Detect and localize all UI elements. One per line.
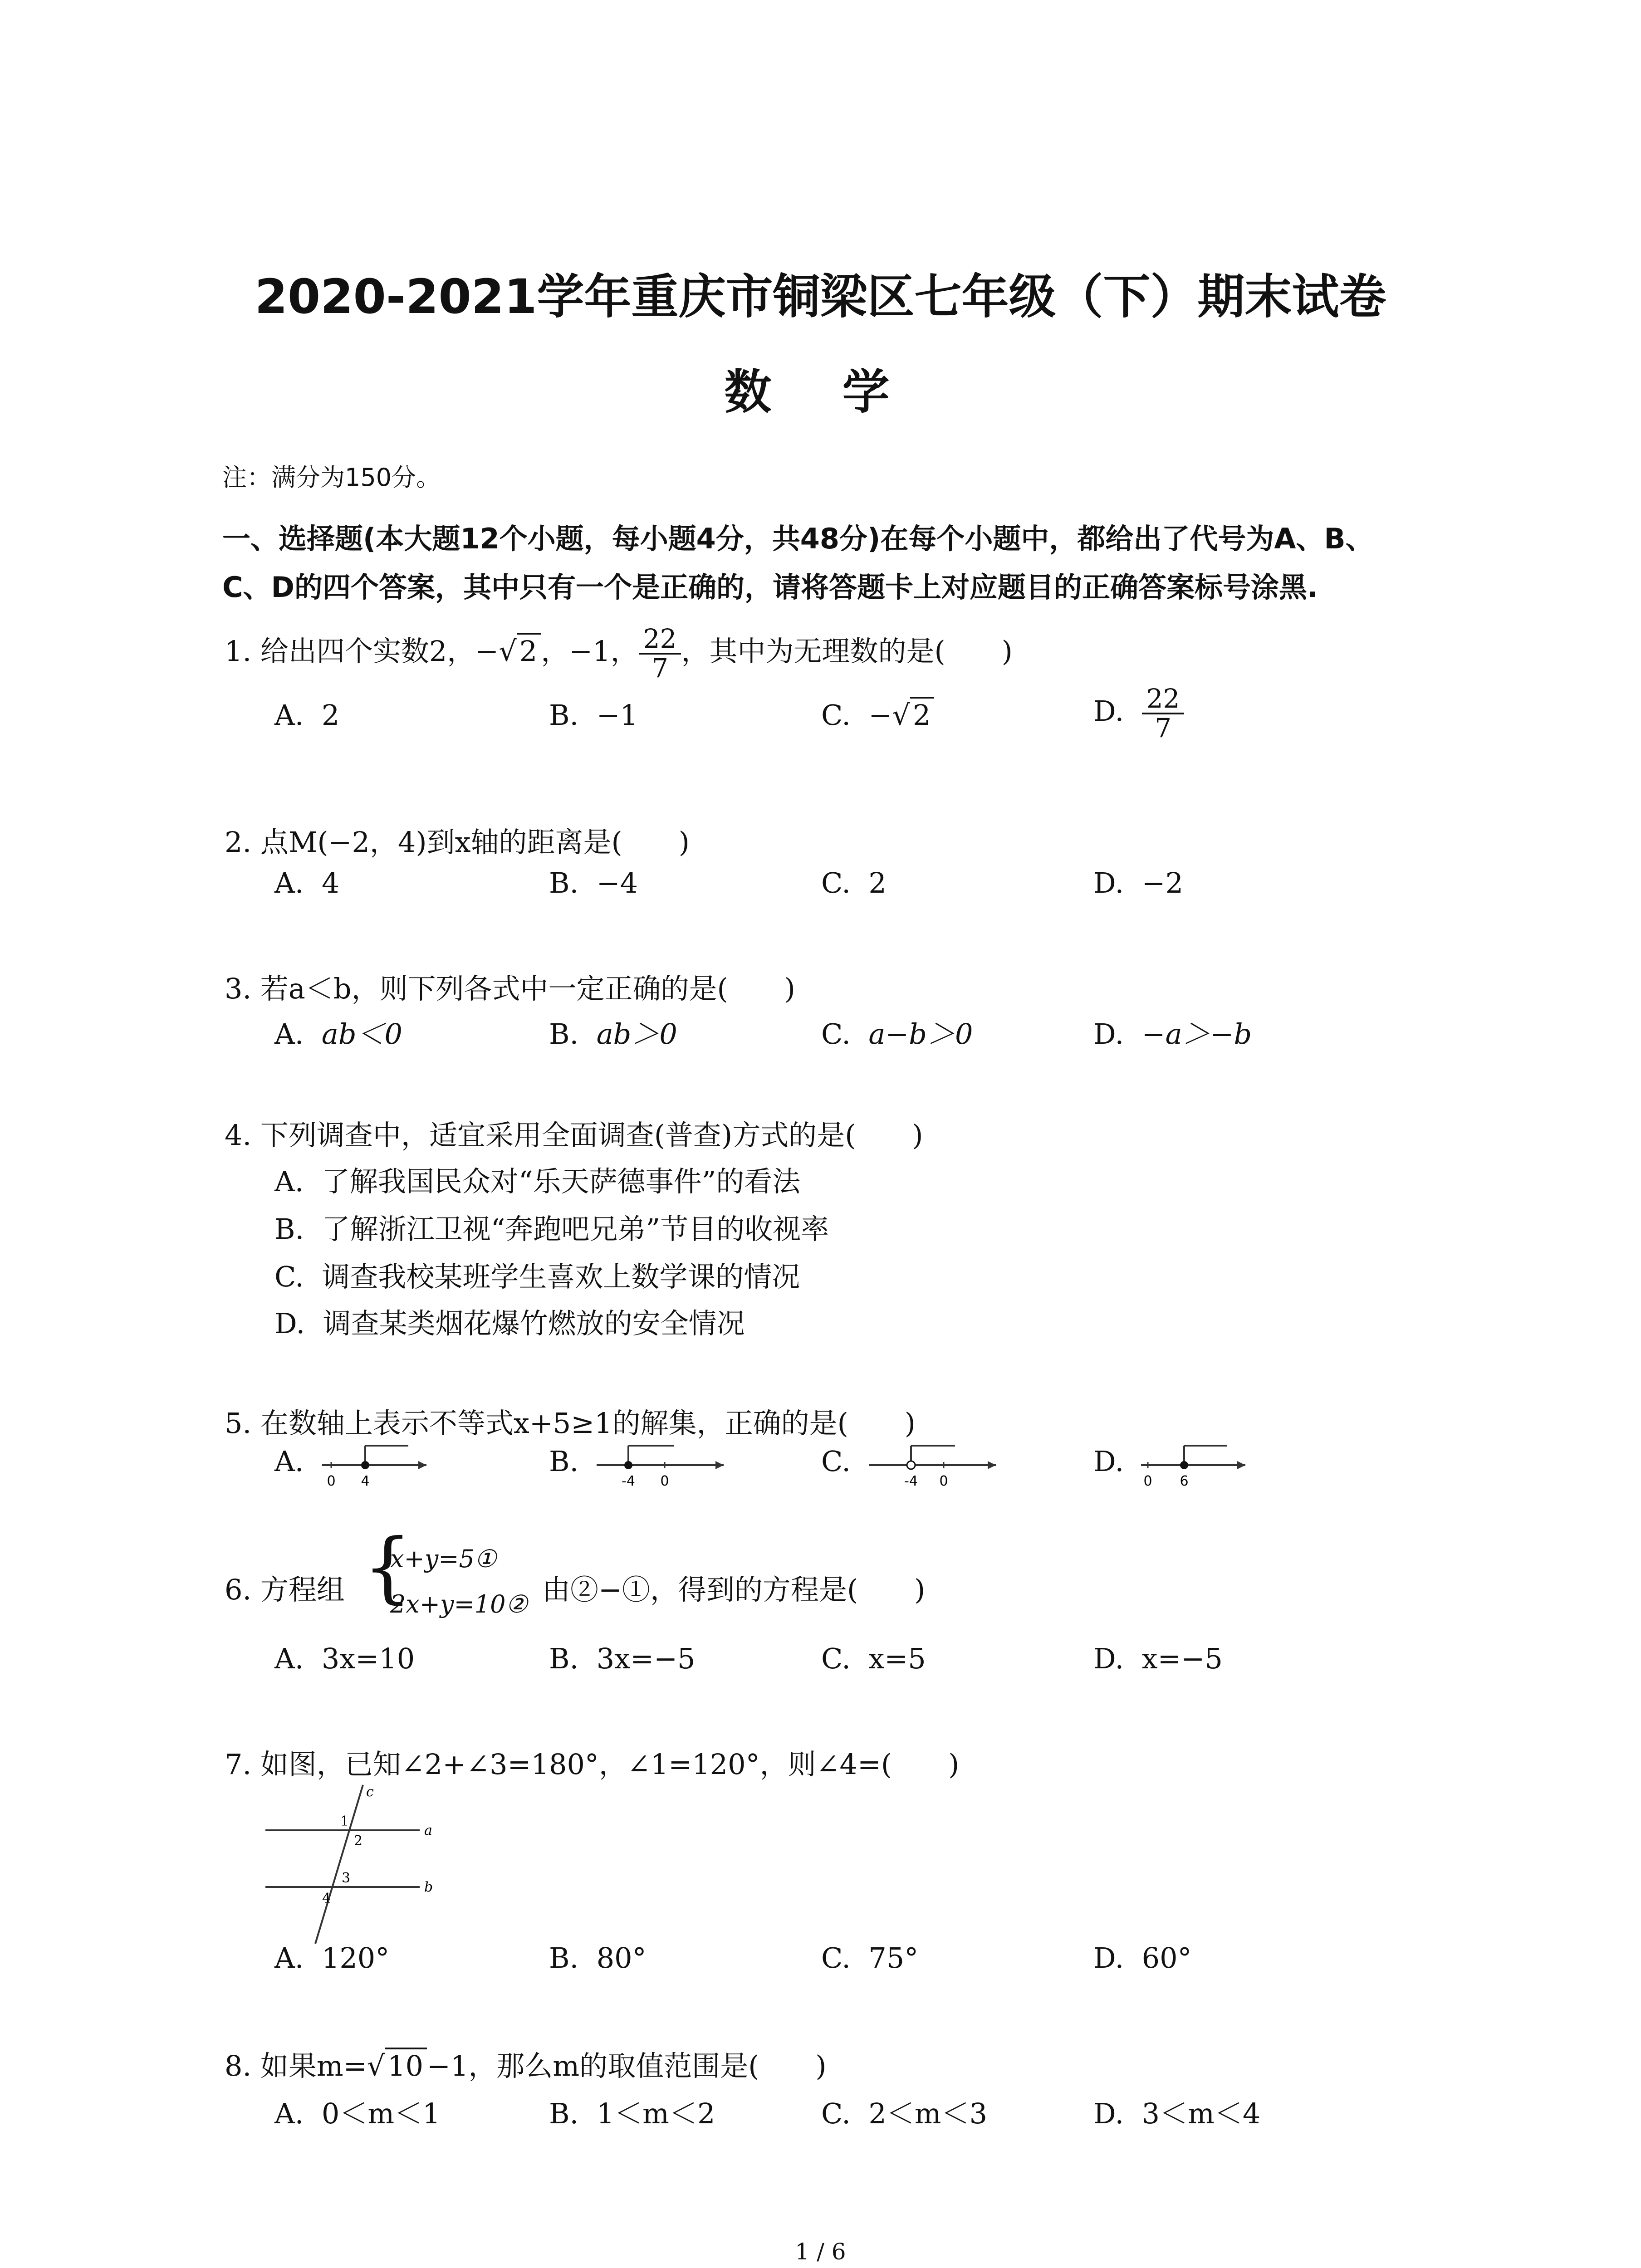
q7-option-d: D. 60°	[1093, 1941, 1192, 1975]
q3-option-d: D. −a＞−b	[1093, 1017, 1252, 1051]
question-6-lead: 6. 方程组	[225, 1573, 345, 1606]
svg-text:0: 0	[939, 1473, 948, 1489]
q6-option-a: A. 3x=10	[274, 1642, 415, 1675]
svg-text:0: 0	[660, 1473, 669, 1489]
number-line-d	[1136, 1440, 1250, 1490]
q2-option-a: A. 4	[274, 866, 340, 899]
svg-text:b: b	[424, 1879, 433, 1895]
q4-option-d: D. 调查某类烟花爆竹燃放的安全情况	[274, 1307, 745, 1340]
q8-option-b: B. 1＜m＜2	[549, 2097, 715, 2130]
question-5: 5. 在数轴上表示不等式x+5≥1的解集，正确的是( )	[225, 1407, 916, 1440]
parallel-lines-figure	[261, 1780, 451, 1948]
q4-option-a: A. 了解我国民众对“乐天萨德事件”的看法	[274, 1165, 801, 1198]
svg-text:6: 6	[1180, 1473, 1189, 1489]
sqrt-symbol: √2	[499, 635, 541, 668]
number-line-b	[592, 1440, 728, 1490]
svg-text:-4: -4	[904, 1473, 918, 1489]
svg-text:3: 3	[342, 1870, 351, 1886]
score-note: 注：满分为150分。	[222, 463, 441, 492]
svg-text:4: 4	[361, 1473, 370, 1489]
question-2: 2. 点M(−2，4)到x轴的距离是( )	[225, 826, 690, 859]
svg-text:0: 0	[327, 1473, 336, 1489]
q2-option-b: B. −4	[549, 866, 638, 899]
q1-option-a: A. 2	[274, 699, 340, 732]
svg-text:a: a	[424, 1823, 432, 1838]
fraction: $\frac{22}{7}$	[1142, 685, 1185, 742]
sqrt-symbol: √2	[892, 699, 934, 732]
q7-option-a: A. 120°	[274, 1941, 390, 1975]
q3-option-b: B. ab＞0	[549, 1017, 677, 1051]
question-4: 4. 下列调查中，适宜采用全面调查(普查)方式的是( )	[225, 1119, 923, 1152]
exam-title: 2020-2021学年重庆市铜梁区七年级（下）期末试卷	[255, 269, 1386, 324]
section-heading-line1: 一、选择题(本大题12个小题，每小题4分，共48分)在每个小题中，都给出了代号为A、B、	[222, 522, 1374, 555]
question-3: 3. 若a＜b，则下列各式中一定正确的是( )	[225, 972, 795, 1005]
equation-1: x+y=5①	[390, 1545, 497, 1573]
svg-text:2: 2	[354, 1833, 363, 1849]
q7-option-c: C. 75°	[821, 1941, 919, 1975]
q3-option-c: C. a−b＞0	[821, 1017, 973, 1051]
q8-option-d: D. 3＜m＜4	[1093, 2097, 1261, 2130]
q5-option-b: B. -4 0	[549, 1445, 578, 1478]
q8-option-a: A. 0＜m＜1	[274, 2097, 441, 2130]
q1-option-c: C. −√2	[821, 699, 934, 732]
q1-option-b: B. −1	[549, 699, 638, 732]
q5-option-c: C. -4 0	[821, 1445, 851, 1478]
question-8: 8. 如果m=√10 −1，那么m的取值范围是( )	[225, 2043, 827, 2084]
q2-option-c: C. 2	[821, 866, 887, 899]
q6-option-b: B. 3x=−5	[549, 1642, 696, 1675]
number-line-c	[864, 1440, 1000, 1490]
section-heading-line2: C、D的四个答案，其中只有一个是正确的，请将答题卡上对应题目的正确答案标号涂黑.	[222, 571, 1318, 604]
q6-option-c: C. x=5	[821, 1642, 926, 1675]
q4-option-b: B. 了解浙江卫视“奔跑吧兄弟”节目的收视率	[274, 1212, 829, 1246]
svg-text:c: c	[366, 1784, 374, 1800]
subject-title: 数 学	[724, 364, 917, 420]
q3-option-a: A. ab＜0	[274, 1017, 403, 1051]
q2-option-d: D. −2	[1093, 866, 1184, 899]
svg-text:1: 1	[340, 1813, 349, 1829]
question-6-tail: 由②−①，得到的方程是( )	[542, 1573, 926, 1606]
fraction: $\frac{22}{7}$	[639, 625, 681, 682]
equation-2: 2x+y=10②	[390, 1590, 528, 1618]
sqrt-symbol: √10	[367, 2049, 427, 2082]
q1-option-d: D. $\frac{22}{7}$	[1093, 685, 1184, 742]
question-7: 7. 如图，已知∠2+∠3=180°，∠1=120°，则∠4=( )	[225, 1748, 960, 1781]
q5-option-a: A. 0 4	[274, 1445, 304, 1478]
system-brace: {	[363, 1522, 412, 1612]
q6-option-d: D. x=−5	[1093, 1642, 1223, 1675]
question-1: 1. 给出四个实数2，−√2 ，−1， $\frac{22}{7}$ ，其中为无理数的是( )	[225, 623, 1013, 684]
svg-text:-4: -4	[622, 1473, 635, 1489]
number-line-a	[318, 1440, 431, 1490]
q4-option-c: C. 调查我校某班学生喜欢上数学课的情况	[274, 1260, 800, 1293]
q8-option-c: C. 2＜m＜3	[821, 2097, 988, 2130]
svg-text:0: 0	[1143, 1473, 1152, 1489]
svg-text:4: 4	[322, 1891, 331, 1906]
q7-option-b: B. 80°	[549, 1941, 647, 1975]
q5-option-d: D. 0 6	[1093, 1445, 1124, 1478]
page-number: 1 / 6	[795, 2239, 846, 2265]
